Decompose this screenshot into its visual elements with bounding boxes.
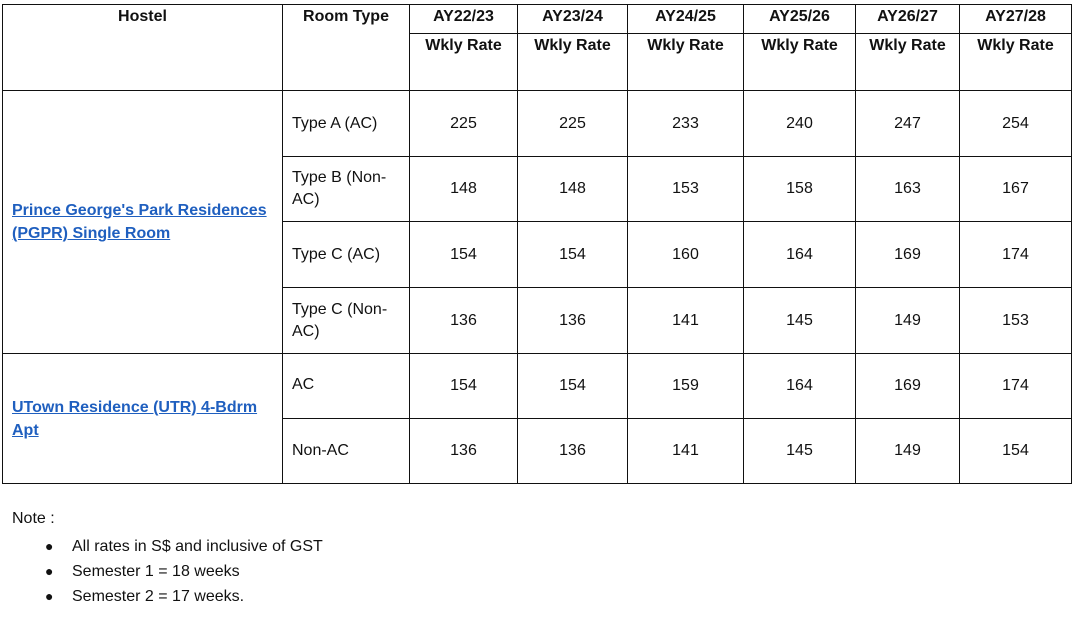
rate-cell: 136 [410, 419, 518, 484]
header-year: AY26/27 [856, 5, 960, 34]
rate-cell: 154 [410, 354, 518, 419]
header-hostel: Hostel [3, 5, 283, 91]
rates-table [2, 4, 1072, 484]
rate-cell: 154 [518, 222, 628, 288]
bullet-icon: ● [45, 588, 54, 604]
header-year: AY24/25 [628, 5, 744, 34]
rate-cell: 254 [960, 91, 1072, 157]
room-type-cell: Type B (Non-AC) [283, 157, 410, 222]
header-weekly-rate: Wkly Rate [960, 34, 1072, 91]
notes-title: Note : [12, 510, 55, 527]
rate-cell: 149 [856, 288, 960, 354]
list-item [45, 559, 323, 584]
rate-cell: 225 [518, 91, 628, 157]
rate-cell: 169 [856, 354, 960, 419]
rate-cell: 225 [410, 91, 518, 157]
room-type-cell: AC [283, 354, 410, 419]
rate-cell: 149 [856, 419, 960, 484]
hostel-cell [3, 91, 283, 354]
rate-cell: 164 [744, 222, 856, 288]
rate-cell: 153 [628, 157, 744, 222]
rate-cell: 154 [518, 354, 628, 419]
rate-cell: 148 [518, 157, 628, 222]
rate-cell: 174 [960, 222, 1072, 288]
rate-cell: 167 [960, 157, 1072, 222]
room-type-cell: Non-AC [283, 419, 410, 484]
header-year: AY23/24 [518, 5, 628, 34]
rate-cell: 153 [960, 288, 1072, 354]
rate-cell: 136 [410, 288, 518, 354]
header-year: AY25/26 [744, 5, 856, 34]
rate-cell: 174 [960, 354, 1072, 419]
rate-cell: 145 [744, 419, 856, 484]
rate-cell: 158 [744, 157, 856, 222]
note-text: Semester 1 = 18 weeks [72, 563, 240, 580]
room-type-cell: Type C (AC) [283, 222, 410, 288]
rate-cell: 136 [518, 288, 628, 354]
hostel-link-utr[interactable]: UTown Residence (UTR) 4-Bdrm Apt [12, 398, 258, 439]
room-type-cell: Type A (AC) [283, 91, 410, 157]
rate-cell: 247 [856, 91, 960, 157]
notes-section [12, 510, 323, 609]
header-weekly-rate: Wkly Rate [518, 34, 628, 91]
bullet-icon: ● [45, 563, 54, 579]
rate-cell: 154 [410, 222, 518, 288]
header-year: AY22/23 [410, 5, 518, 34]
rate-cell: 154 [960, 419, 1072, 484]
rate-cell: 148 [410, 157, 518, 222]
hostel-cell [3, 354, 283, 484]
notes-list [12, 534, 323, 609]
header-weekly-rate: Wkly Rate [744, 34, 856, 91]
rate-cell: 163 [856, 157, 960, 222]
room-type-cell: Type C (Non-AC) [283, 288, 410, 354]
table-row [3, 91, 1072, 157]
header-weekly-rate: Wkly Rate [628, 34, 744, 91]
rate-cell: 160 [628, 222, 744, 288]
rate-cell: 159 [628, 354, 744, 419]
note-text: All rates in S$ and inclusive of GST [72, 538, 323, 555]
rate-cell: 169 [856, 222, 960, 288]
hostel-link-pgpr[interactable]: Prince George's Park Residences (PGPR) Single Room [12, 202, 267, 242]
bullet-icon: ● [45, 538, 54, 554]
list-item [45, 584, 323, 609]
rate-cell: 145 [744, 288, 856, 354]
header-weekly-rate: Wkly Rate [856, 34, 960, 91]
rate-cell: 240 [744, 91, 856, 157]
note-text: Semester 2 = 17 weeks. [72, 588, 245, 605]
header-year: AY27/28 [960, 5, 1072, 34]
header-room-type: Room Type [283, 5, 410, 91]
rate-cell: 164 [744, 354, 856, 419]
rate-cell: 233 [628, 91, 744, 157]
rate-cell: 141 [628, 419, 744, 484]
rate-cell: 141 [628, 288, 744, 354]
table-row [3, 354, 1072, 419]
rate-cell: 136 [518, 419, 628, 484]
list-item [45, 534, 323, 559]
header-weekly-rate: Wkly Rate [410, 34, 518, 91]
